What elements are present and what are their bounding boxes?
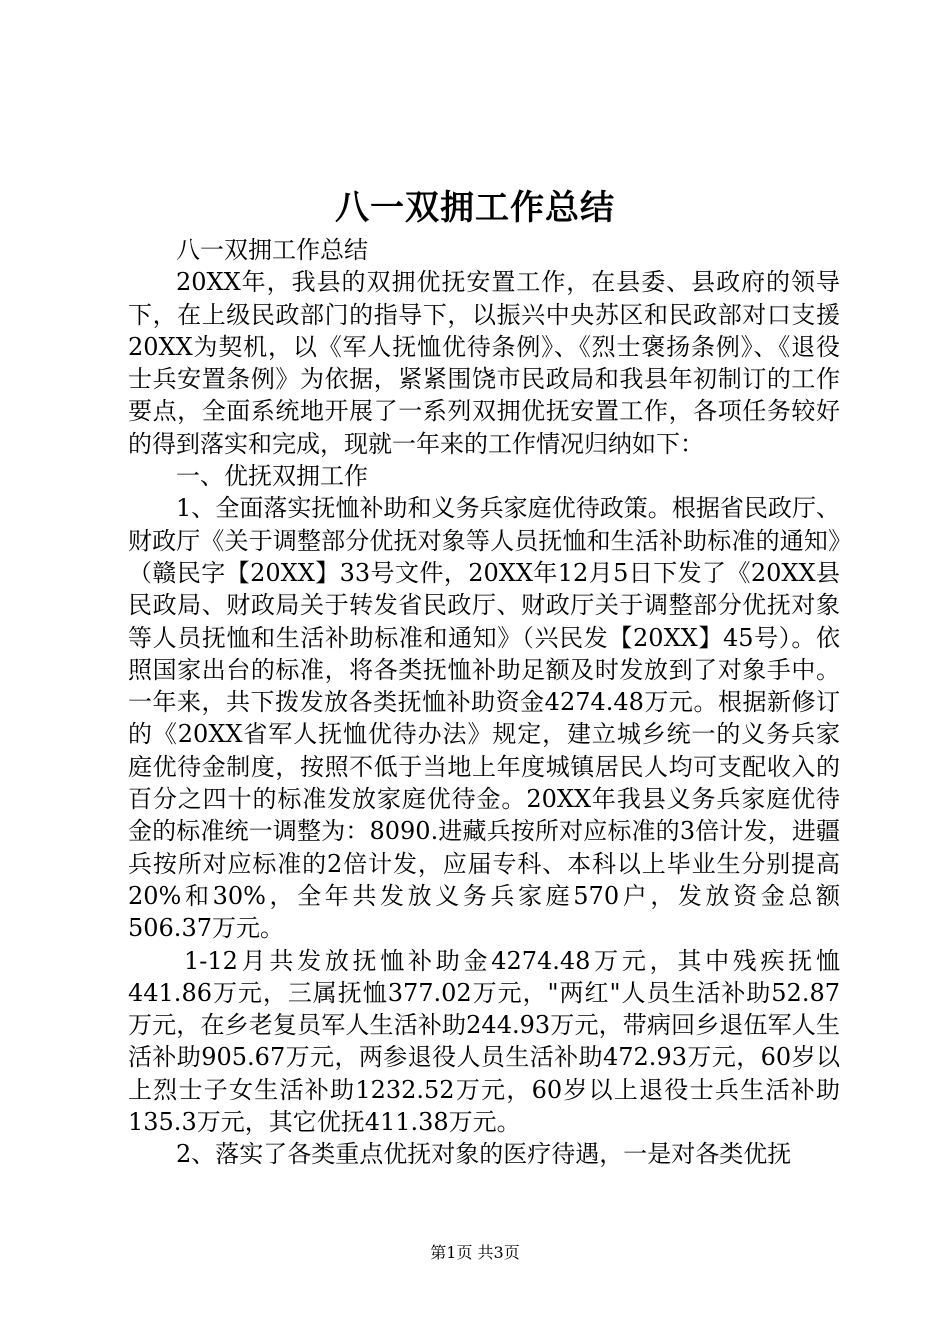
section-heading-1: 一、优抚双拥工作 [176,462,368,491]
document-title: 八一双拥工作总结 [335,188,615,228]
document-body [128,234,840,1171]
paragraph-subtitle: 八一双拥工作总结 [176,236,368,264]
paragraph-item-2: 2、落实了各类重点优抚对象的医疗待遇，一是对各类优抚 [176,1140,792,1169]
page-footer [0,1242,950,1264]
page-total: 共3页 [477,1243,520,1262]
page-number: 第1页 [430,1243,473,1262]
paragraph-item-1: 1、全面落实抚恤补助和义务兵家庭优待政策。根据省民政厅、财政厅《关于调整部分优抚对象等人员抚恤和生活补助标准的通知》（赣民字【20XX】33号文件，20XX年12月5日下发了《20XX县民政局、财政局关于转发省民政厅、财政厅关于调整部分优抚对象等人员抚恤和生活补助标准和通知》（兴民发【20XX】45号）。依照国家出台的标准，将各类抚恤补助足额及时发放到了对象手中。一年来，共下拨发放各类抚恤补助资金4274.48万元。根据新修订的《20XX省军人抚恤优待办法》规定，建立城乡统一的义务兵家庭优待金制度，按照不低于当地上年度城镇居民人均可支配收入的百分之四十的标准发放家庭优待金。20XX年我县义务兵家庭优待金的标准统一调整为：8090.进藏兵按所对应标准的3倍计发，进疆兵按所对应标准的2倍计发，应届专科、本科以上毕业生分别提高20%和30%，全年共发放义务兵家庭570户，发放资金总额506.37万元。 [128,494,840,943]
paragraph-subsidy-breakdown: 1-12月共发放抚恤补助金4274.48万元，其中残疾抚恤441.86万元，三属抚恤377.02万元，"两红"人员生活补助52.87万元，在乡老复员军人生活补助244.93万元，带病回乡退伍军人生活补助905.67万元，两参退役人员生活补助472.93万元，60岁以上烈士子女生活补助1232.52万元，60岁以上退役士兵生活补助135.3万元，其它优抚411.38万元。 [128,946,840,1137]
paragraph-intro: 20XX年，我县的双拥优抚安置工作，在县委、县政府的领导下，在上级民政部门的指导下，以振兴中央苏区和民政部对口支援20XX为契机，以《军人抚恤优待条例》、《烈士褒扬条例》、《退役士兵安置条例》为依据，紧紧围饶市民政局和我县年初制订的工作要点，全面系统地开展了一系列双拥优抚安置工作，各项任务较好的得到落实和完成，现就一年来的工作情况归纳如下： [128,268,840,458]
